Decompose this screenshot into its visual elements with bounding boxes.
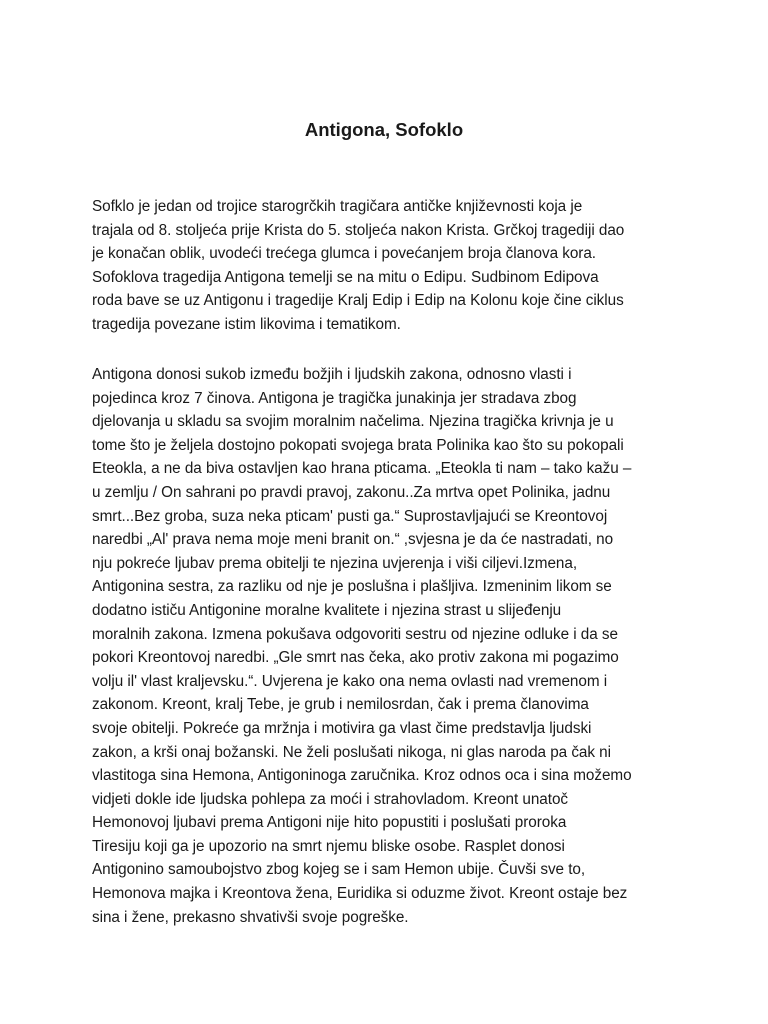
text-line: vidjeti dokle ide ljudska pohlepa za moći i strahovladom. Kreont unatoč [92, 790, 569, 808]
text-line: vlastitoga sina Hemona, Antigoninoga zaručnika. Kroz odnos oca i sina možemo [92, 767, 632, 785]
text-line: u zemlju / On sahrani po pravdi pravoj, zakonu..Za mrtva opet Polinika, jadnu [92, 483, 611, 501]
text-line: nju pokreće ljubav prema obitelji te njezina uvjerenja i viši ciljevi.Izmena, [92, 554, 578, 572]
paragraph-intro [92, 195, 677, 337]
paragraph-analysis [92, 363, 677, 929]
text-line: pojedinca kroz 7 činova. Antigona je tragička junakinja jer stradava zbog [92, 389, 577, 407]
text-line: moralnih zakona. Izmena pokušava odgovoriti sestru od njezine odluke i da se [92, 625, 618, 643]
text-line: volju il' vlast kraljevsku.“. Uvjerena je kako ona nema ovlasti nad vremenom i [92, 672, 608, 690]
text-line: svoje obitelji. Pokreće ga mržnja i motivira ga vlast čime predstavlja ljudski [92, 719, 592, 737]
text-line: pokori Kreontovoj naredbi. „Gle smrt nas čeka, ako protiv zakona mi pogazimo [92, 649, 619, 667]
text-line: Sofklo je jedan od trojice starogrčkih tragičara antičke književnosti koja je [92, 198, 583, 215]
text-line: Hemonova majka i Kreontova žena, Euridika si oduzme život. Kreont ostaje bez [92, 885, 628, 903]
text-line: Tiresiju koji ga je upozorio na smrt njemu bliske osobe. Rasplet donosi [92, 837, 565, 855]
text-line: zakonom. Kreont, kralj Tebe, je grub i nemilosrdan, čak i prema članovima [92, 696, 589, 714]
text-line: Antigonino samoubojstvo zbog kojeg se i sam Hemon ubije. Čuvši sve to, [92, 861, 586, 879]
text-line: je konačan oblik, uvodeći trećega glumca i povećanjem broja članova kora. [92, 245, 596, 263]
page-title: Antigona, Sofoklo [304, 119, 464, 140]
text-line: Hemonovoj ljubavi prema Antigoni nije hito popustiti i poslušati proroka [92, 814, 567, 832]
text-line: trajala od 8. stoljeća prije Krista do 5. stoljeća nakon Krista. Grčkoj tragediji dao [92, 221, 625, 239]
text-line: dodatno ističu Antigonine moralne kvalitete i njezina strast u slijeđenju [92, 601, 562, 619]
text-line: sina i žene, prekasno shvativši svoje pogreške. [92, 908, 409, 926]
text-line: naredbi „Al' prava nema moje meni branit on.“ ,svjesna je da će nastradati, no [92, 531, 614, 549]
text-line: zakon, a krši onaj božanski. Ne želi poslušati nikoga, ni glas naroda pa čak ni [92, 743, 611, 761]
text-line: roda bave se uz Antigonu i tragedije Kralj Edip i Edip na Kolonu koje čine ciklus [92, 292, 624, 310]
text-line: tome što je željela dostojno pokopati svojega brata Polinika kao što su pokopali [92, 436, 624, 454]
text-line: djelovanja u skladu sa svojim moralnim načelima. Njezina tragička krivnja je u [92, 413, 614, 431]
text-line: Antigonina sestra, za razliku od nje je poslušna i plašljiva. Izmeninim likom se [92, 578, 612, 596]
text-line: Antigona donosi sukob između božjih i ljudskih zakona, odnosno vlasti i [92, 366, 572, 383]
text-line: Sofoklova tragedija Antigona temelji se na mitu o Edipu. Sudbinom Edipova [92, 268, 599, 286]
text-line: Eteokla, a ne da biva ostavljen kao hrana pticama. „Eteokla ti nam – tako kažu – [92, 460, 632, 478]
text-line: tragedija povezane istim likovima i tematikom. [92, 315, 401, 333]
text-line: smrt...Bez groba, suza neka pticam' pusti ga.“ Suprostavljajući se Kreontovoj [92, 507, 608, 525]
